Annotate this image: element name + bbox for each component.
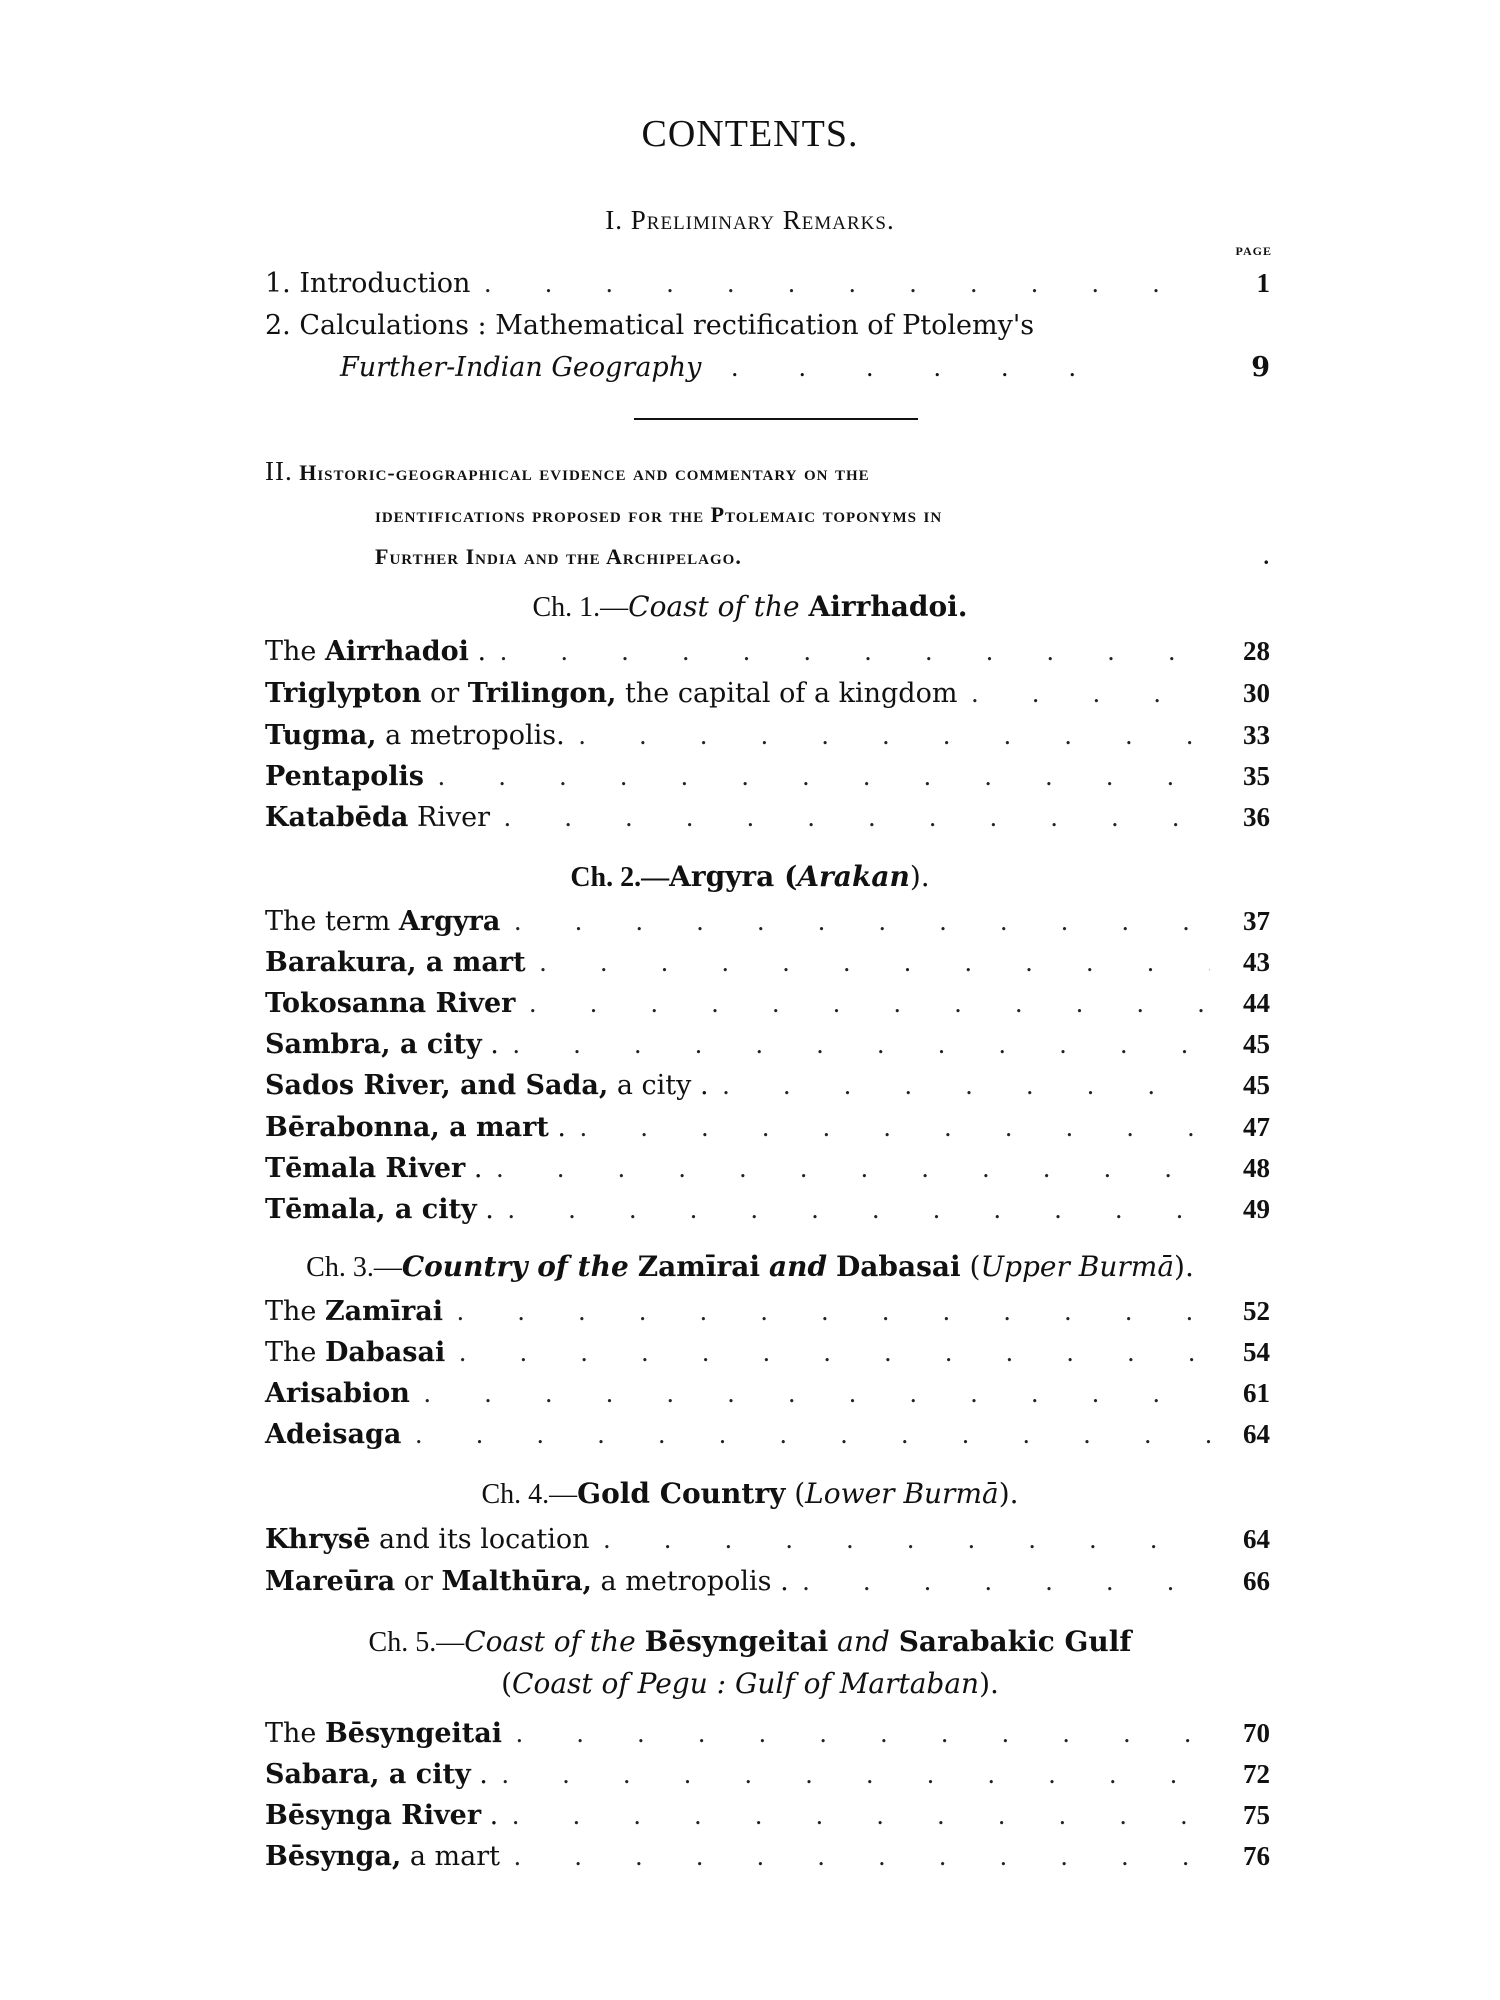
page-number: 43 (1243, 947, 1270, 977)
leader-dots (709, 1070, 1210, 1101)
toc-entry[interactable] (265, 1112, 1270, 1148)
toc-entry[interactable] (265, 1566, 1270, 1602)
page-number: 44 (1243, 988, 1270, 1018)
entry-label: Barakura, a mart (265, 947, 526, 978)
chapter-5-heading: Ch. 5.—Coast of the Bēsyngeitai and Sarabakic Gulf (368, 1625, 1132, 1658)
toc-entry-calculations-cont[interactable] (340, 352, 1270, 383)
toc-entry[interactable] (265, 906, 1270, 942)
toc-entry[interactable] (265, 1070, 1270, 1106)
leader-dots (502, 1718, 1210, 1749)
toc-entry-calculations[interactable] (265, 310, 1270, 341)
entry-label: Pentapolis (265, 761, 424, 792)
page-number: 48 (1243, 1153, 1270, 1183)
toc-entry[interactable] (265, 1153, 1270, 1189)
leader-dots (500, 906, 1210, 937)
toc-entry[interactable] (265, 1337, 1270, 1373)
page-number: 52 (1243, 1296, 1270, 1326)
page-number: 75 (1243, 1800, 1270, 1830)
entry-label: Sabara, a city . (265, 1759, 488, 1790)
chapter-1-heading: Ch. 1.—Coast of the Airrhadoi. (532, 590, 968, 623)
entry-label: Tugma, a metropolis. (265, 720, 565, 751)
entry-label: Arisabion (265, 1378, 410, 1409)
leader-dots (957, 678, 1210, 709)
entry-label-italic: Further-Indian Geography (340, 352, 702, 383)
leader-dots (500, 1841, 1210, 1872)
chapter-4-heading: Ch. 4.—Gold Country (Lower Burmā). (481, 1477, 1019, 1510)
entry-label: Bēsynga, a mart (265, 1841, 501, 1872)
toc-entry[interactable] (265, 1800, 1270, 1836)
leader-dots (445, 1337, 1210, 1368)
toc-entry[interactable] (265, 1194, 1270, 1230)
entry-label: The Dabasai (265, 1337, 446, 1368)
part-2-heading: II. Historic-geographical evidence and commentary on the identifications proposed for the Ptolemaic toponyms in Further India and the Archipelago. . (265, 456, 1270, 569)
leader-dots (443, 1296, 1210, 1327)
toc-entry[interactable] (265, 947, 1270, 983)
leader-dots (515, 988, 1210, 1019)
entry-label: Tokosanna River (265, 988, 516, 1019)
page-number: 76 (1243, 1841, 1270, 1871)
toc-entry[interactable] (265, 761, 1270, 797)
toc-entry[interactable] (265, 720, 1270, 756)
page-number: 49 (1243, 1194, 1270, 1224)
toc-entry[interactable] (265, 1759, 1270, 1795)
page-number: 64 (1243, 1524, 1270, 1554)
entry-label: Bērabonna, a mart . (265, 1112, 566, 1143)
page-title: CONTENTS. (641, 113, 859, 155)
section-divider (634, 418, 918, 420)
page-number: 64 (1243, 1419, 1270, 1449)
leader-dots (590, 1524, 1211, 1555)
toc-entry[interactable] (265, 1419, 1270, 1455)
leader-dots (789, 1566, 1210, 1597)
leader-dots (490, 802, 1210, 833)
entry-label: The Airrhadoi . (265, 636, 487, 667)
leader-dots (486, 636, 1210, 667)
toc-entry[interactable] (265, 1841, 1270, 1877)
entry-label: Sados River, and Sada, a city . (265, 1070, 709, 1101)
entry-label: Triglypton or Trilingon, the capital of a kingdom (265, 678, 958, 709)
entry-label: Tēmala, a city . (265, 1194, 494, 1225)
toc-entry[interactable] (265, 802, 1270, 838)
leader-dots (424, 761, 1210, 792)
leader-dots: . . . . . . (731, 352, 1076, 382)
entry-label: 1. Introduction (265, 268, 471, 299)
toc-entry[interactable] (265, 988, 1270, 1024)
leader-dots (494, 1194, 1210, 1225)
page-number: 70 (1243, 1718, 1270, 1748)
toc-entry[interactable] (265, 636, 1270, 672)
toc-entry[interactable] (265, 678, 1270, 714)
page-number: 37 (1243, 906, 1270, 936)
entry-label: Sambra, a city . (265, 1029, 499, 1060)
page-number: 36 (1243, 802, 1270, 832)
leader-dots (498, 1800, 1210, 1831)
chapter-5-subheading: (Coast of Pegu : Gulf of Martaban). (501, 1667, 999, 1700)
toc-entry[interactable] (265, 1029, 1270, 1065)
leader-dots (482, 1153, 1210, 1184)
leader-dots (401, 1419, 1210, 1450)
page-number: 45 (1243, 1029, 1270, 1059)
page-number: 28 (1243, 636, 1270, 666)
page-number: 1 (1256, 268, 1270, 298)
leader-dots (488, 1759, 1210, 1790)
entry-label: Mareūra or Malthūra, a metropolis . (265, 1566, 789, 1597)
entry-label: The term Argyra (265, 906, 501, 937)
leader-dots (499, 1029, 1210, 1060)
part-1-heading: I. Preliminary Remarks. (605, 205, 895, 235)
chapter-2-heading: Ch. 2.—Argyra (Arakan). (570, 860, 930, 893)
entry-label: Tēmala River . (265, 1153, 483, 1184)
page-number: 72 (1243, 1759, 1270, 1789)
entry-label: 2. Calculations : Mathematical rectification of Ptolemy's (265, 310, 1035, 341)
entry-label: Katabēda River (265, 802, 491, 833)
page-number: 35 (1243, 761, 1270, 791)
page-number: 30 (1243, 678, 1270, 708)
page-number: 45 (1243, 1070, 1270, 1100)
entry-label: Khrysē and its location (265, 1524, 590, 1555)
chapter-3-heading: Ch. 3.—Country of the Zamīrai and Dabasai (Upper Burmā). (306, 1250, 1194, 1283)
leader-dots (526, 947, 1210, 978)
toc-entry[interactable] (265, 1718, 1270, 1754)
page-number: 33 (1243, 720, 1270, 750)
page-number: 61 (1243, 1378, 1270, 1408)
page-number: 66 (1243, 1566, 1270, 1596)
leader-dots (470, 268, 1210, 299)
toc-entry[interactable] (265, 1296, 1270, 1332)
toc-entry-introduction[interactable] (265, 268, 1270, 304)
page-number: 47 (1243, 1112, 1270, 1142)
entry-label: Adeisaga (265, 1419, 402, 1450)
leader-dots (410, 1378, 1210, 1409)
toc-entry[interactable] (265, 1378, 1270, 1414)
entry-label: Bēsynga River . (265, 1800, 499, 1831)
entry-label: The Bēsyngeitai (265, 1718, 503, 1749)
page-number: 54 (1243, 1337, 1270, 1367)
leader-dots (565, 720, 1210, 751)
toc-entry[interactable] (265, 1524, 1270, 1560)
page-number: 9 (1251, 352, 1270, 383)
page-column-label: PAGE (1235, 244, 1272, 258)
leader-dots (566, 1112, 1210, 1143)
entry-label: The Zamīrai (265, 1296, 443, 1327)
